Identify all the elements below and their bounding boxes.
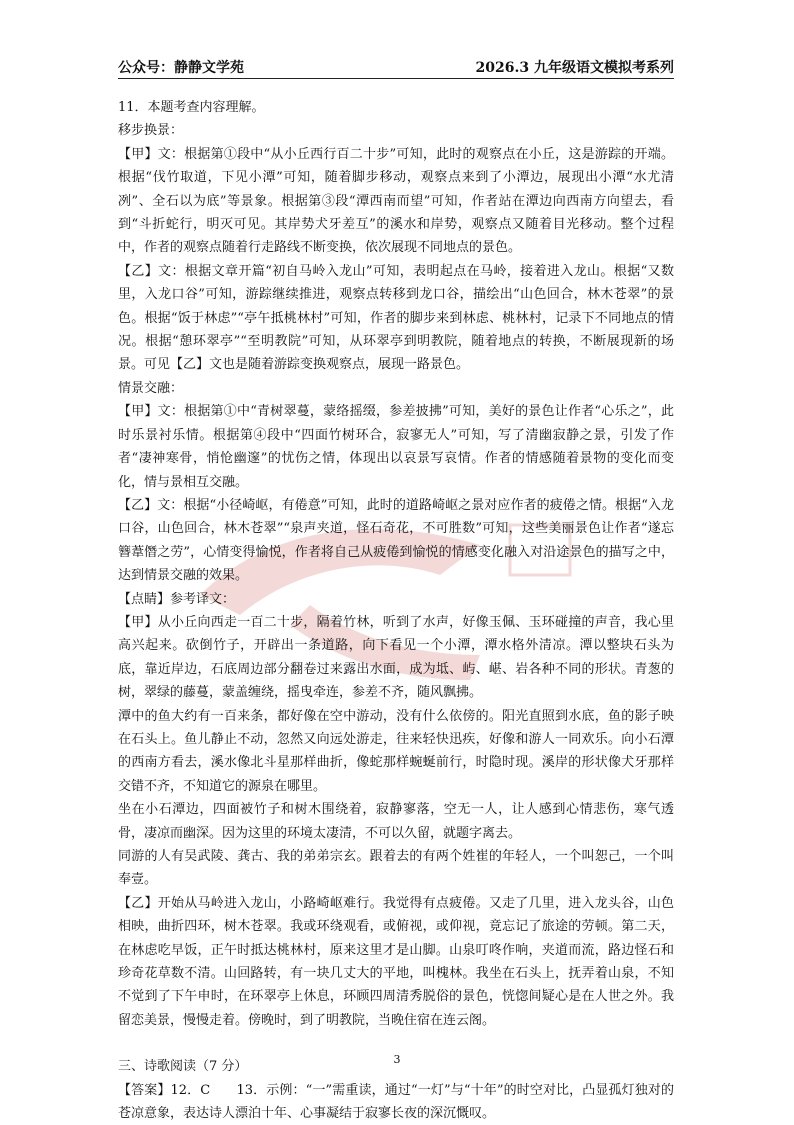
section-gap <box>118 1032 674 1055</box>
paragraph: 【甲】文：根据第①中“青树翠蔓，蒙络摇缀，参差披拂”可知，美好的景色让作者“心乐之”，此时乐景衬乐情。根据第④段中“四面竹树环合，寂寥无人”可知，写了清幽寂静之景，引发了作者“凄神寒骨，悄怆幽邃”的忧伤之情，体现出以哀景写哀情。作者的情感随着景物的变化而变化，情与景相互交融。 <box>118 404 674 490</box>
page-number: 3 <box>393 1053 401 1066</box>
header-left-text: 公众号：静静文学苑 <box>118 60 244 76</box>
document-body <box>118 96 674 1125</box>
paragraph: 【乙】文：根据文章开篇“初自马岭入龙山”可知，表明起点在马岭，接着进入龙山。根据“又数里，入龙口谷”可知，游踪继续推进，观察点转移到龙口谷，描绘出“山色回合，林木苍翠”的景色。根据“饭于林虑”“亭午抵桃林村”可知，作者的脚步来到林虑、桃林村，记录下不同地点的情况。根据“憩环翠亭”“至明教院”可知，从环翠亭到明教院，随着地点的转换，不断展现新的场景。可见【乙】文也是随着游踪变换观察点，展现一路景色。 <box>118 263 674 373</box>
paragraph: 坐在小石潭边，四面被竹子和树木围绕着，寂静寥落，空无一人，让人感到心情悲伤，寒气透骨，凄凉而幽深。因为这里的环境太凄清，不可以久留，就题字离去。 <box>118 802 674 841</box>
paragraph: 11．本题考查内容理解。 <box>118 100 265 115</box>
header-right-text: 2026.3 九年级语文模拟考系列 <box>475 60 674 76</box>
section-heading: 三、诗歌阅读（7 分） <box>118 1059 248 1075</box>
paragraph: 【甲】文：根据第①段中“从小丘西行百二十步”可知，此时的观察点在小丘，这是游踪的开端。根据“伐竹取道，下见小潭”可知，随着脚步移动，观察点来到了小潭边，展现出小潭“水尤清冽”、全石以为底”等景象。根据第③段“潭西南而望”可知，作者站在潭边向西南方向望去，看到“斗折蛇行，明灭可见。其岸势犬牙差互”的溪水和岸势，观察点又随着目光移动。整个过程中，作者的观察点随着行走路线不断变换，依次展现不同地点的景色。 <box>118 146 674 256</box>
paragraph: 潭中的鱼大约有一百来条，都好像在空中游动，没有什么依傍的。阳光直照到水底，鱼的影子映在石头上。鱼儿静止不动，忽然又向远处游走，往来轻快迅疾，好像和游人一同欢乐。向小石潭的西南方看去，溪水像北斗星那样曲折，像蛇那样蜿蜒前行，时隐时现。溪岸的形状像犬牙那样交错不齐，不知道它的源泉在哪里。 <box>118 708 674 794</box>
page-header <box>118 56 674 79</box>
paragraph: 【乙】文：根据“小径崎岖，有倦意”可知，此时的道路崎岖之景对应作者的疲倦之情。根据“入龙口谷，山色回合，林木苍翠”“泉声夹道，怪石奇花，不可胜数”可知，这些美丽景色让作者“遂忘簪葦僭之劳”，心情变得愉悦，作者将自己从疲倦到愉悦的情感变化融入对沿途景色的描写之中，达到情景交融的效果。 <box>118 497 674 584</box>
paragraph: 【甲】从小丘向西走一百二十步，隔着竹林，听到了水声，好像玉佩、玉环碰撞的声音，我心里高兴起来。砍倒竹子，开辟出一条道路，向下看见一个小潭，潭水格外清凉。潭以整块石头为底，靠近岸边，石底周边部分翻卷过来露出水面，成为坻、屿、嵁、岩各种不同的形状。青葱的树，翠绿的藤蔓，蒙盖缠绕，摇曳牵连，参差不齐，随风飘拂。 <box>118 614 674 701</box>
paragraph: 同游的人有吴武陵、龚古、我的弟弟宗玄。跟着去的有两个姓崔的年轻人，一个叫恕己，一个叫奉壹。 <box>118 849 674 888</box>
paragraph: 【点睛】参考译文： <box>118 591 236 607</box>
paragraph: 移步换景： <box>118 123 184 139</box>
paragraph: 情景交融： <box>118 380 184 396</box>
answer-paragraph: 【答案】12．C 13．示例：“一”需重读，通过“一灯”与“十年”的时空对比，凸显孤灯独对的苍凉意象，表达诗人漂泊十年、心事凝结于寂寥长夜的深沉慨叹。 <box>118 1082 674 1122</box>
paragraph: 【乙】开始从马岭进入龙山，小路崎岖难行。我觉得有点疲倦。又走了几里，进入龙头谷，山色相映，曲折四环，树木苍翠。我或环绕观看，或俯视，或仰视，竟忘记了旅途的劳顿。第二天，在林虑吃早饭，正午时抵达桃林村，原来这里才是山脚。山泉叮咚作响，夹道而流，路边怪石和珍奇花草数不清。山回路转，有一块几丈大的平地，叫槐林。我坐在石头上，抚弄着山泉，不知不觉到了下午申时，在环翠亭上休息，环顾四周清秀脱俗的景色，恍惚间疑心是在人世之外。我留恋美景，慢慢走着。傍晚时，到了明教院，当晚住宿在连云阁。 <box>118 895 674 1028</box>
